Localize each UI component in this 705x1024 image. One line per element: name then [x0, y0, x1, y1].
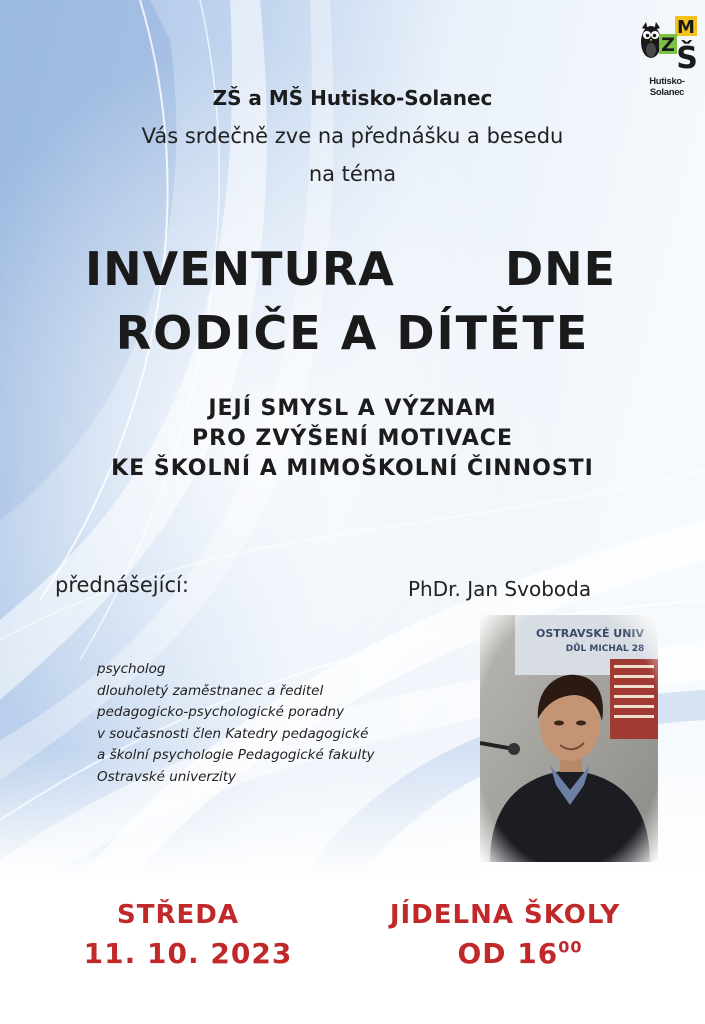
topic-label: na téma	[308, 162, 397, 186]
subtitle-line1: JEJÍ SMYSL A VÝZNAM	[208, 396, 497, 421]
bio-line: Ostravské univerzity	[97, 768, 237, 785]
bio-line: pedagogicko-psychologické poradny	[97, 704, 345, 720]
lecturer-name: PhDr. Jan Svoboda	[408, 577, 592, 601]
organization-name: ZŠ a MŠ Hutisko-Solanec	[212, 86, 493, 110]
event-place: JÍDELNA ŠKOLY	[389, 900, 621, 930]
bio-line: a školní psychologie Pedagogické fakulty	[97, 747, 375, 763]
school-logo	[635, 14, 699, 98]
bio-line: v současnosti člen Katedry pedagogické	[97, 725, 369, 742]
lecturer-label: přednášející:	[55, 573, 189, 597]
event-time-hour: OD 16	[457, 937, 559, 970]
subtitle-line3: KE ŠKOLNÍ A MIMOŠKOLNÍ ČINNOSTI	[111, 456, 594, 481]
subtitle-line2: PRO ZVÝŠENÍ MOTIVACE	[192, 426, 513, 451]
svg-text:Z: Z	[661, 34, 675, 56]
event-day: STŘEDA	[117, 900, 239, 930]
bio-line: psycholog	[97, 661, 166, 677]
invitation-text: Vás srdečně zve na přednášku a besedu	[141, 124, 564, 148]
title-line1-left: INVENTURA	[85, 242, 395, 296]
logo-text: Hutisko-Solanec	[649, 76, 685, 98]
title-line1-right: DNE	[505, 242, 617, 296]
svg-text:Š: Š	[676, 41, 698, 74]
event-date: 11. 10. 2023	[83, 937, 293, 970]
bio-line: dlouholetý zaměstnanec a ředitel	[97, 682, 324, 699]
event-time-minutes: 00	[558, 937, 583, 957]
svg-text:M: M	[677, 17, 695, 38]
title-line2: RODIČE A DÍTĚTE	[115, 306, 590, 360]
lecturer-photo	[480, 615, 658, 862]
lecturer-bio	[97, 659, 375, 788]
logo-letters-mzs	[657, 14, 699, 74]
event-time	[420, 937, 620, 970]
